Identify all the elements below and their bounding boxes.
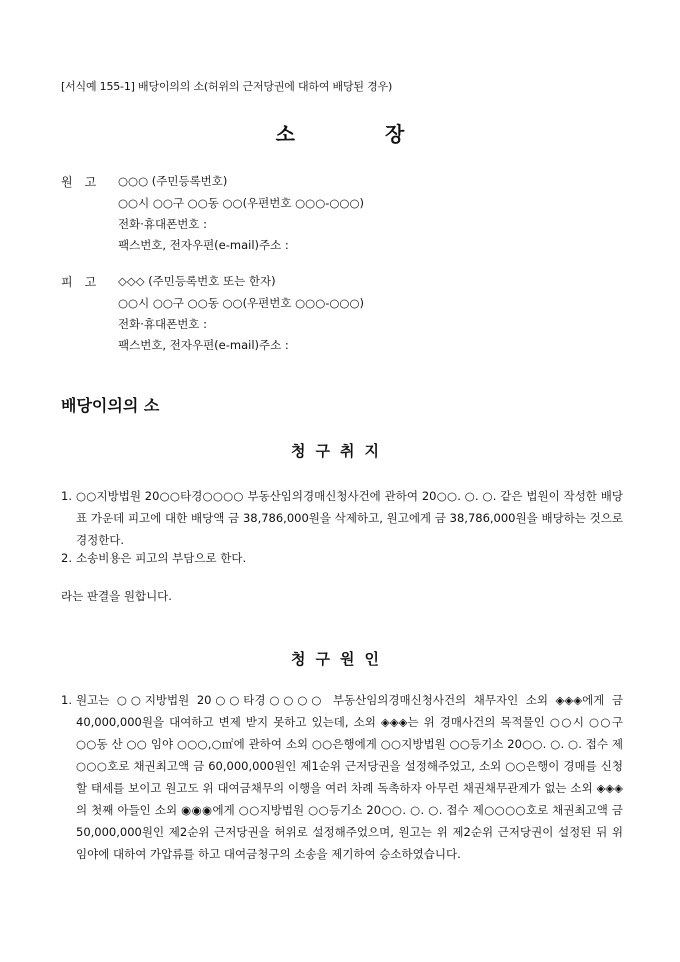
plaintiff-phone-line: 전화·휴대폰번호 :: [118, 217, 207, 231]
claim-purpose-item: [61, 485, 623, 551]
claim-cause-item: [61, 689, 623, 865]
defendant-address-line: ○○시 ○○구 ○○동 ○○(우편번호 ○○○-○○○): [118, 296, 364, 310]
item-number: 1.: [61, 693, 72, 707]
item-text: 원고는 ○○지방법원 20○○타경○○○○ 부동산임의경매신청사건의 채무자인 소외 ◈◈◈에게 금 40,000,000원을 대여하고 변제 받지 못하고 있는데, 소외 ◈◈◈는 위 경매사건의 목적물인 ○○시 ○○구 ○○동 산 ○○ 임야 ○○○,○㎡에 관하여 소외 ○○은행에게 ○○지방법원 ○○등기소 20○○. ○. ○. 접수 제○○○호로 채권최고액 금 60,000,000원인 제1순위 근저당권을 설정해주었고, 소외 ○○은행이 경매를 신청할 태세를 보이고 원고도 위 대여금채무의 이행을 여러 차례 독촉하자 아무런 채권채무관계가 없는 소외 ◈◈◈의 첫째 아들인 소외 ◉◉◉에게 ○○지방법원 ○○등기소 20○○. ○. ○. 접수 제○○○○호로 채권최고액 금 50,000,000원인 제2순위 근저당권을 허위로 설정해주었으며, 원고는 위 제2순위 근저당권이 설정된 뒤 위 임야에 대하여 가압류를 하고 대여금청구의 소송을 제기하여 승소하였습니다.: [76, 693, 623, 861]
item-text: ○○지방법원 20○○타경○○○○ 부동산임의경매신청사건에 관하여 20○○. ○. ○. 같은 법원이 작성한 배당표 가운데 피고에 대한 배당액 금 38,786,000원을 삭제하고, 원고에게 금 38,786,000원을 배당하는 것으로 경정한다.: [76, 489, 623, 547]
item-number: 2.: [61, 551, 72, 565]
item-text: 소송비용은 피고의 부담으로 한다.: [76, 551, 247, 565]
plaintiff-address-line: ○○시 ○○구 ○○동 ○○(우편번호 ○○○-○○○): [118, 196, 364, 210]
defendant-phone-line: 전화·휴대폰번호 :: [118, 317, 207, 331]
plaintiff-name-line: ○○○ (주민등록번호): [118, 174, 228, 188]
defendant-fax-line: 팩스번호, 전자우편(e-mail)주소 :: [118, 338, 289, 352]
claim-cause-heading: 청구원인: [291, 650, 389, 668]
form-reference: [서식예 155-1] 배당이의의 소(허위의 근저당권에 대하여 배당된 경우): [61, 80, 393, 93]
defendant-name-line: ◇◇◇ (주민등록번호 또는 한자): [118, 274, 276, 288]
plaintiff-fax-line: 팩스번호, 전자우편(e-mail)주소 :: [118, 238, 289, 252]
item-number: 1.: [61, 489, 72, 503]
claim-purpose-item: [61, 547, 623, 569]
case-title: 배당이의의 소: [61, 396, 160, 415]
claim-purpose-closing: 라는 판결을 원합니다.: [61, 589, 172, 603]
document-title: [0, 122, 680, 146]
claim-purpose-heading: 청구취지: [291, 442, 389, 460]
title-left-char: 소: [275, 122, 295, 146]
plaintiff-role-label: 원 고: [61, 175, 97, 189]
title-right-char: 장: [385, 122, 405, 146]
defendant-role-label: 피 고: [61, 275, 97, 289]
